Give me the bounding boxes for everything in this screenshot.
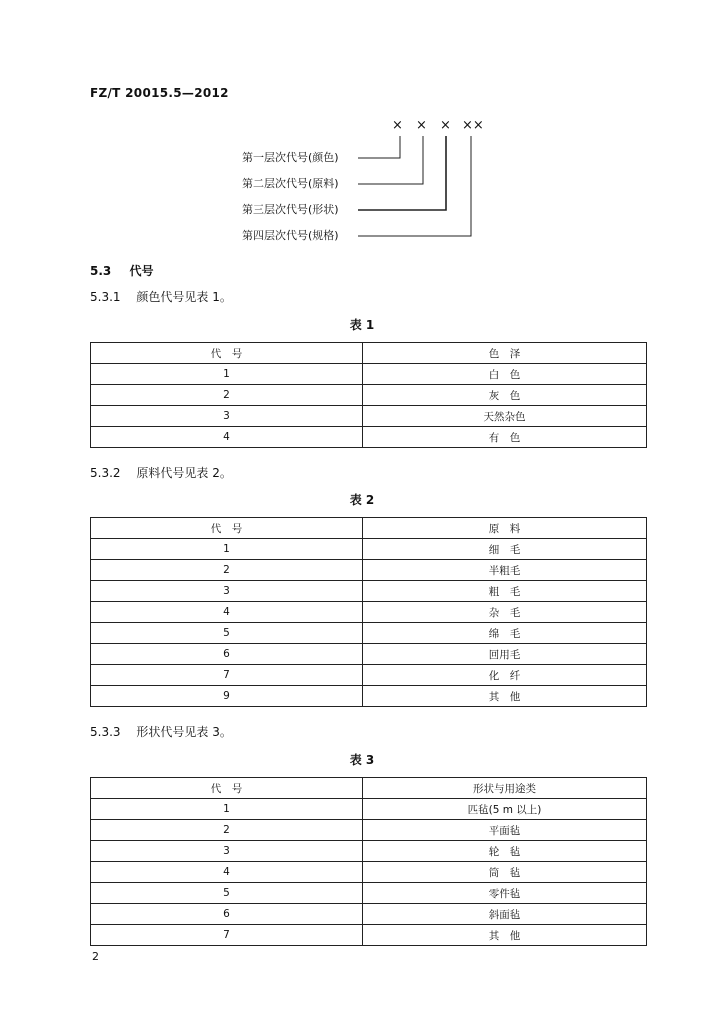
table-2-caption: 表 2 (349, 493, 375, 507)
code-cell: 3 (91, 406, 363, 427)
table-header-row (91, 343, 647, 364)
code-cell: 4 (91, 427, 363, 448)
code-char-3: × (440, 118, 451, 133)
table-row (91, 581, 647, 602)
value-cell: 杂 毛 (363, 602, 647, 623)
code-cell: 1 (91, 799, 363, 820)
table-header-row (91, 778, 647, 799)
table-3-caption: 表 3 (349, 753, 375, 767)
value-cell: 化 纤 (363, 665, 647, 686)
code-char-4: ×× (462, 118, 484, 133)
page-number: 2 (92, 950, 99, 963)
clause-5-3-2 (90, 464, 232, 481)
value-cell: 有 色 (363, 427, 647, 448)
value-cell: 斜面毡 (363, 904, 647, 925)
code-char-2: × (416, 118, 427, 133)
value-cell: 轮 毡 (363, 841, 647, 862)
code-cell: 2 (91, 820, 363, 841)
value-cell: 其 他 (363, 925, 647, 946)
clause-number: 5.3.1 (90, 290, 121, 304)
code-cell: 4 (91, 862, 363, 883)
code-cell: 3 (91, 841, 363, 862)
code-cell: 5 (91, 623, 363, 644)
table-row (91, 406, 647, 427)
table-row (91, 883, 647, 904)
standard-number-header: FZ/T 20015.5—2012 (90, 86, 229, 100)
value-cell: 粗 毛 (363, 581, 647, 602)
level-1-label: 第一层次代号(颜色) (242, 151, 339, 164)
table-row (91, 841, 647, 862)
level-4-label: 第四层次代号(规格) (242, 229, 339, 242)
value-cell: 绵 毛 (363, 623, 647, 644)
table-row (91, 385, 647, 406)
clause-number: 5.3.2 (90, 466, 121, 480)
header-cell-color: 色 泽 (363, 343, 647, 364)
code-cell: 2 (91, 560, 363, 581)
code-cell: 3 (91, 581, 363, 602)
code-cell: 1 (91, 539, 363, 560)
value-cell: 筒 毡 (363, 862, 647, 883)
table-row (91, 644, 647, 665)
header-cell-code: 代 号 (91, 518, 363, 539)
clause-text: 形状代号见表 3。 (136, 725, 232, 739)
table-row (91, 539, 647, 560)
table-row (91, 427, 647, 448)
code-cell: 6 (91, 644, 363, 665)
value-cell: 其 他 (363, 686, 647, 707)
table-2-material-codes (90, 517, 647, 707)
header-cell-code: 代 号 (91, 343, 363, 364)
value-cell: 回用毛 (363, 644, 647, 665)
code-char-1: × (392, 118, 403, 133)
level-3-label: 第三层次代号(形状) (242, 203, 339, 216)
clause-5-3-3 (90, 723, 232, 740)
table-3-shape-codes (90, 777, 647, 946)
code-cell: 7 (91, 665, 363, 686)
level-connector-lines (0, 0, 724, 260)
table-row (91, 665, 647, 686)
clause-text: 原料代号见表 2。 (136, 466, 232, 480)
code-cell: 5 (91, 883, 363, 904)
value-cell: 半粗毛 (363, 560, 647, 581)
value-cell: 灰 色 (363, 385, 647, 406)
level-2-label: 第二层次代号(原料) (242, 177, 339, 190)
clause-5-3-1 (90, 288, 232, 305)
value-cell: 零件毡 (363, 883, 647, 904)
header-cell-material: 原 料 (363, 518, 647, 539)
clause-text: 颜色代号见表 1。 (136, 290, 232, 304)
table-1-caption: 表 1 (349, 318, 375, 332)
clause-number: 5.3.3 (90, 725, 121, 739)
code-cell: 4 (91, 602, 363, 623)
section-title: 代号 (129, 264, 154, 278)
value-cell: 细 毛 (363, 539, 647, 560)
table-row (91, 904, 647, 925)
table-header-row (91, 518, 647, 539)
section-number: 5.3 (90, 264, 112, 278)
value-cell: 匹毡(5 m 以上) (363, 799, 647, 820)
table-row (91, 560, 647, 581)
table-row (91, 862, 647, 883)
table-row (91, 820, 647, 841)
table-row (91, 602, 647, 623)
table-row (91, 925, 647, 946)
header-cell-shape: 形状与用途类 (363, 778, 647, 799)
table-row (91, 364, 647, 385)
code-cell: 7 (91, 925, 363, 946)
table-1-color-codes (90, 342, 647, 448)
table-row (91, 799, 647, 820)
value-cell: 平面毡 (363, 820, 647, 841)
table-row (91, 686, 647, 707)
value-cell: 天然杂色 (363, 406, 647, 427)
value-cell: 白 色 (363, 364, 647, 385)
header-cell-code: 代 号 (91, 778, 363, 799)
section-heading (90, 262, 153, 279)
code-cell: 2 (91, 385, 363, 406)
code-cell: 9 (91, 686, 363, 707)
code-cell: 1 (91, 364, 363, 385)
table-row (91, 623, 647, 644)
code-cell: 6 (91, 904, 363, 925)
